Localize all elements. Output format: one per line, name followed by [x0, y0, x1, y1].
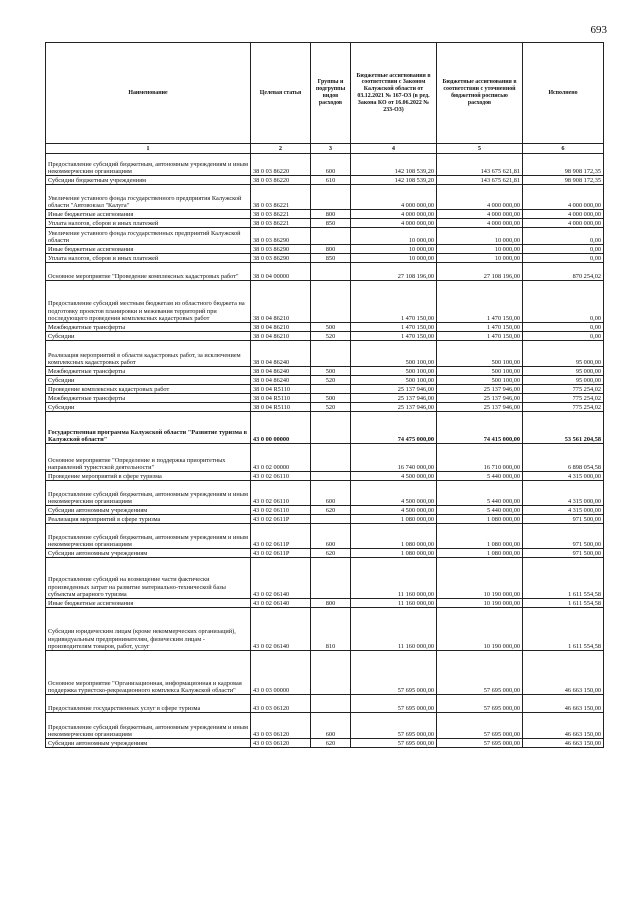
row-group-code — [311, 558, 351, 599]
table-body — [46, 154, 604, 748]
row-name: Предоставление субсидий на возмещение части фактически произведенных затрат на развитие материально-технической базы субъектам аграрного туризма — [46, 558, 251, 599]
row-name: Субсидии — [46, 332, 251, 341]
row-refined-amount: 1 080 000,00 — [437, 515, 523, 524]
row-group-code — [311, 444, 351, 472]
table-row — [46, 472, 604, 481]
row-executed-amount: 4 000 000,00 — [523, 210, 604, 219]
row-refined-amount: 1 470 150,00 — [437, 323, 523, 332]
row-law-amount: 11 160 000,00 — [351, 558, 437, 599]
table-row — [46, 210, 604, 219]
row-name: Предоставление субсидий бюджетным, автономным учреждениям и иным некоммерческим организациям — [46, 713, 251, 739]
table-row — [46, 185, 604, 210]
row-law-amount: 11 160 000,00 — [351, 608, 437, 651]
row-group-code — [311, 185, 351, 210]
row-name: Основное мероприятие "Проведение комплексных кадастровых работ" — [46, 263, 251, 281]
row-executed-amount: 46 663 150,00 — [523, 713, 604, 739]
col-header-target: Целевая статья — [251, 43, 311, 144]
row-group-code: 600 — [311, 713, 351, 739]
row-name: Субсидии автономным учреждениям — [46, 549, 251, 558]
row-refined-amount: 4 000 000,00 — [437, 210, 523, 219]
row-target-code: 43 0 02 0611P — [251, 524, 311, 549]
row-law-amount: 57 695 000,00 — [351, 739, 437, 748]
row-name: Субсидии — [46, 403, 251, 412]
row-group-code — [311, 515, 351, 524]
row-group-code: 800 — [311, 599, 351, 608]
row-law-amount: 57 695 000,00 — [351, 695, 437, 713]
row-name: Увеличение уставного фонда государственных предприятий Калужской области — [46, 228, 251, 245]
table-row — [46, 515, 604, 524]
row-executed-amount: 4 315 000,00 — [523, 472, 604, 481]
row-law-amount: 16 740 000,00 — [351, 444, 437, 472]
table-row — [46, 403, 604, 412]
row-executed-amount: 6 898 054,58 — [523, 444, 604, 472]
col-header-name: Наименование — [46, 43, 251, 144]
column-number: 6 — [523, 144, 604, 154]
row-name: Субсидии — [46, 376, 251, 385]
row-refined-amount: 1 470 150,00 — [437, 332, 523, 341]
column-number: 3 — [311, 144, 351, 154]
row-group-code — [311, 651, 351, 695]
row-law-amount: 4 000 000,00 — [351, 219, 437, 228]
row-name: Реализация мероприятий в сфере туризма — [46, 515, 251, 524]
row-target-code: 38 0 03 86220 — [251, 154, 311, 176]
row-group-code: 800 — [311, 245, 351, 254]
column-number: 4 — [351, 144, 437, 154]
row-target-code: 43 0 02 06140 — [251, 558, 311, 599]
row-refined-amount: 500 100,00 — [437, 367, 523, 376]
row-law-amount: 500 100,00 — [351, 376, 437, 385]
row-refined-amount: 10 190 000,00 — [437, 599, 523, 608]
row-refined-amount: 4 000 000,00 — [437, 219, 523, 228]
col-header-group: Группы и подгруппы видов расходов — [311, 43, 351, 144]
row-law-amount: 11 160 000,00 — [351, 599, 437, 608]
table-row — [46, 323, 604, 332]
table-row — [46, 506, 604, 515]
row-group-code — [311, 281, 351, 323]
row-law-amount: 500 100,00 — [351, 367, 437, 376]
table-row — [46, 385, 604, 394]
row-target-code: 38 0 03 86220 — [251, 176, 311, 185]
row-target-code: 38 0 03 86290 — [251, 228, 311, 245]
row-law-amount: 500 100,00 — [351, 341, 437, 367]
row-target-code: 38 0 03 86221 — [251, 219, 311, 228]
table-row — [46, 713, 604, 739]
row-target-code: 38 0 04 86240 — [251, 341, 311, 367]
row-executed-amount: 46 663 150,00 — [523, 739, 604, 748]
row-target-code: 43 0 00 00000 — [251, 412, 311, 444]
table-row — [46, 263, 604, 281]
table-row — [46, 412, 604, 444]
row-law-amount: 1 080 000,00 — [351, 515, 437, 524]
row-executed-amount: 1 611 554,58 — [523, 608, 604, 651]
row-law-amount: 25 137 946,00 — [351, 385, 437, 394]
col-header-executed: Исполнено — [523, 43, 604, 144]
row-law-amount: 10 000,00 — [351, 228, 437, 245]
row-refined-amount: 5 440 000,00 — [437, 472, 523, 481]
row-group-code — [311, 472, 351, 481]
row-group-code: 500 — [311, 394, 351, 403]
row-name: Предоставление государственных услуг в сфере туризма — [46, 695, 251, 713]
row-executed-amount: 0,00 — [523, 254, 604, 263]
row-law-amount: 1 470 150,00 — [351, 332, 437, 341]
row-law-amount: 1 470 150,00 — [351, 281, 437, 323]
row-target-code: 38 0 04 00000 — [251, 263, 311, 281]
row-refined-amount: 1 080 000,00 — [437, 549, 523, 558]
row-refined-amount: 500 100,00 — [437, 376, 523, 385]
col-header-refined: Бюджетные ассигнования в соответствии с уточненной бюджетной росписью расходов — [437, 43, 523, 144]
row-executed-amount: 95 000,00 — [523, 376, 604, 385]
table-row — [46, 332, 604, 341]
row-law-amount: 74 475 000,00 — [351, 412, 437, 444]
row-name: Субсидии автономным учреждениям — [46, 506, 251, 515]
row-executed-amount: 98 908 172,35 — [523, 176, 604, 185]
row-target-code: 38 0 04 86210 — [251, 323, 311, 332]
row-law-amount: 25 137 946,00 — [351, 394, 437, 403]
row-name: Предоставление субсидий бюджетным, автономным учреждениям и иным некоммерческим организациям — [46, 481, 251, 506]
row-executed-amount: 0,00 — [523, 332, 604, 341]
row-executed-amount: 775 254,02 — [523, 403, 604, 412]
row-law-amount: 57 695 000,00 — [351, 713, 437, 739]
row-law-amount: 4 500 000,00 — [351, 506, 437, 515]
row-target-code: 43 0 03 06120 — [251, 695, 311, 713]
row-refined-amount: 5 440 000,00 — [437, 481, 523, 506]
row-refined-amount: 10 000,00 — [437, 228, 523, 245]
row-target-code: 38 0 04 86210 — [251, 332, 311, 341]
row-group-code: 520 — [311, 403, 351, 412]
row-executed-amount: 4 315 000,00 — [523, 481, 604, 506]
row-law-amount: 4 500 000,00 — [351, 481, 437, 506]
row-target-code: 43 0 02 06140 — [251, 608, 311, 651]
table-row — [46, 228, 604, 245]
row-group-code: 850 — [311, 254, 351, 263]
row-refined-amount: 10 190 000,00 — [437, 558, 523, 599]
table-row — [46, 599, 604, 608]
table-row — [46, 367, 604, 376]
row-law-amount: 10 000,00 — [351, 254, 437, 263]
row-target-code: 38 0 04 86240 — [251, 367, 311, 376]
row-name: Предоставление субсидий бюджетным, автономным учреждениям и иным некоммерческим организациям — [46, 154, 251, 176]
row-target-code: 38 0 03 86221 — [251, 210, 311, 219]
row-group-code: 600 — [311, 481, 351, 506]
row-target-code: 38 0 03 86221 — [251, 185, 311, 210]
row-group-code: 620 — [311, 506, 351, 515]
page-number: 693 — [590, 24, 607, 36]
table-row — [46, 254, 604, 263]
row-law-amount: 10 000,00 — [351, 245, 437, 254]
row-law-amount: 1 470 150,00 — [351, 323, 437, 332]
row-executed-amount: 0,00 — [523, 281, 604, 323]
row-name: Реализация мероприятий в области кадастровых работ, за исключением комплексных кадастровых работ — [46, 341, 251, 367]
row-refined-amount: 74 415 000,00 — [437, 412, 523, 444]
row-group-code — [311, 385, 351, 394]
row-target-code: 43 0 02 0611P — [251, 549, 311, 558]
row-refined-amount: 10 000,00 — [437, 245, 523, 254]
row-executed-amount: 53 561 204,58 — [523, 412, 604, 444]
row-group-code — [311, 341, 351, 367]
row-name: Субсидии бюджетным учреждениям — [46, 176, 251, 185]
row-law-amount: 4 000 000,00 — [351, 185, 437, 210]
row-group-code: 520 — [311, 332, 351, 341]
row-group-code — [311, 263, 351, 281]
row-refined-amount: 57 695 000,00 — [437, 739, 523, 748]
row-group-code: 520 — [311, 376, 351, 385]
row-target-code: 38 0 04 R5110 — [251, 403, 311, 412]
row-group-code: 500 — [311, 367, 351, 376]
row-refined-amount: 57 695 000,00 — [437, 695, 523, 713]
row-target-code: 43 0 02 0611P — [251, 515, 311, 524]
row-refined-amount: 27 108 196,00 — [437, 263, 523, 281]
row-target-code: 43 0 03 06120 — [251, 713, 311, 739]
row-executed-amount: 1 611 554,58 — [523, 558, 604, 599]
row-group-code — [311, 412, 351, 444]
row-executed-amount: 775 254,02 — [523, 394, 604, 403]
row-executed-amount: 95 000,00 — [523, 367, 604, 376]
row-executed-amount: 0,00 — [523, 323, 604, 332]
table-row — [46, 376, 604, 385]
row-name: Межбюджетные трансферты — [46, 323, 251, 332]
row-executed-amount: 971 500,00 — [523, 524, 604, 549]
row-refined-amount: 1 080 000,00 — [437, 524, 523, 549]
row-law-amount: 4 500 000,00 — [351, 472, 437, 481]
row-refined-amount: 5 440 000,00 — [437, 506, 523, 515]
row-refined-amount: 16 710 000,00 — [437, 444, 523, 472]
row-name: Уплата налогов, сборов и иных платежей — [46, 219, 251, 228]
table-row — [46, 394, 604, 403]
column-number: 2 — [251, 144, 311, 154]
row-name: Основное мероприятие "Определение и поддержка приоритетных направлений туристской деятельности" — [46, 444, 251, 472]
table-row — [46, 651, 604, 695]
row-executed-amount: 971 500,00 — [523, 549, 604, 558]
row-target-code: 38 0 03 86290 — [251, 254, 311, 263]
row-law-amount: 4 000 000,00 — [351, 210, 437, 219]
row-name: Проведение мероприятий в сфере туризма — [46, 472, 251, 481]
row-executed-amount: 0,00 — [523, 245, 604, 254]
row-target-code: 38 0 04 86210 — [251, 281, 311, 323]
row-name: Основное мероприятие "Организационная, информационная и кадровая поддержка туристско-рекреационного комплекса Калужской области" — [46, 651, 251, 695]
row-executed-amount: 98 908 172,35 — [523, 154, 604, 176]
row-refined-amount: 143 675 621,81 — [437, 154, 523, 176]
table-row — [46, 739, 604, 748]
row-name: Иные бюджетные ассигнования — [46, 245, 251, 254]
row-law-amount: 57 695 000,00 — [351, 651, 437, 695]
row-group-code: 620 — [311, 739, 351, 748]
row-name: Межбюджетные трансферты — [46, 367, 251, 376]
table-row — [46, 245, 604, 254]
row-law-amount: 142 108 539,20 — [351, 176, 437, 185]
row-refined-amount: 57 695 000,00 — [437, 713, 523, 739]
row-refined-amount: 10 190 000,00 — [437, 608, 523, 651]
row-executed-amount: 0,00 — [523, 228, 604, 245]
row-executed-amount: 95 000,00 — [523, 341, 604, 367]
table-row — [46, 695, 604, 713]
table-row — [46, 281, 604, 323]
table-row — [46, 549, 604, 558]
row-name: Проведение комплексных кадастровых работ — [46, 385, 251, 394]
column-number: 5 — [437, 144, 523, 154]
table-row — [46, 524, 604, 549]
row-target-code: 38 0 03 86290 — [251, 245, 311, 254]
row-refined-amount: 500 100,00 — [437, 341, 523, 367]
row-target-code: 38 0 04 86240 — [251, 376, 311, 385]
row-name: Увеличение уставного фонда государственного предприятия Калужской области "Автовокзал "Калуга" — [46, 185, 251, 210]
row-executed-amount: 4 000 000,00 — [523, 185, 604, 210]
row-name: Иные бюджетные ассигнования — [46, 210, 251, 219]
row-refined-amount: 25 137 946,00 — [437, 394, 523, 403]
row-executed-amount: 4 000 000,00 — [523, 219, 604, 228]
col-header-law: Бюджетные ассигнования в соответствии с Законом Калужской области от 03.12.2021 № 167-ОЗ (в ред. Закона КО от 16.06.2022 № 233-ОЗ) — [351, 43, 437, 144]
row-target-code: 43 0 03 06120 — [251, 739, 311, 748]
row-group-code: 620 — [311, 549, 351, 558]
row-target-code: 43 0 02 06110 — [251, 472, 311, 481]
row-executed-amount: 46 663 150,00 — [523, 651, 604, 695]
row-target-code: 38 0 04 R5110 — [251, 385, 311, 394]
table-header-row — [46, 43, 604, 144]
row-name: Субсидии юридическим лицам (кроме некоммерческих организаций), индивидуальным предпринимателям, физическим лицам - производителям товаров, работ, услуг — [46, 608, 251, 651]
row-law-amount: 142 108 539,20 — [351, 154, 437, 176]
row-law-amount: 27 108 196,00 — [351, 263, 437, 281]
row-group-code: 810 — [311, 608, 351, 651]
row-refined-amount: 4 000 000,00 — [437, 185, 523, 210]
row-refined-amount: 10 000,00 — [437, 254, 523, 263]
row-refined-amount: 25 137 946,00 — [437, 385, 523, 394]
row-law-amount: 1 080 000,00 — [351, 549, 437, 558]
table-row — [46, 219, 604, 228]
row-refined-amount: 25 137 946,00 — [437, 403, 523, 412]
row-name: Предоставление субсидий бюджетным, автономным учреждениям и иным некоммерческим организациям — [46, 524, 251, 549]
row-target-code: 43 0 02 06140 — [251, 599, 311, 608]
row-group-code: 600 — [311, 154, 351, 176]
row-name: Предоставление субсидий местным бюджетам из областного бюджета на подготовку проектов планировки и межевания территорий при последующего проведения комплексных кадастровых работ — [46, 281, 251, 323]
row-name: Иные бюджетные ассигнования — [46, 599, 251, 608]
row-refined-amount: 57 695 000,00 — [437, 651, 523, 695]
row-name: Субсидии автономным учреждениям — [46, 739, 251, 748]
row-law-amount: 25 137 946,00 — [351, 403, 437, 412]
row-group-code: 800 — [311, 210, 351, 219]
budget-table — [45, 42, 604, 748]
row-name: Межбюджетные трансферты — [46, 394, 251, 403]
row-group-code — [311, 228, 351, 245]
row-executed-amount: 46 663 150,00 — [523, 695, 604, 713]
column-numbers-row — [46, 144, 604, 154]
row-name: Государственная программа Калужской области "Развитие туризма в Калужской области" — [46, 412, 251, 444]
row-group-code: 600 — [311, 524, 351, 549]
row-group-code — [311, 695, 351, 713]
row-group-code: 500 — [311, 323, 351, 332]
row-group-code: 610 — [311, 176, 351, 185]
row-law-amount: 1 080 000,00 — [351, 524, 437, 549]
table-row — [46, 341, 604, 367]
row-executed-amount: 4 315 000,00 — [523, 506, 604, 515]
table-row — [46, 558, 604, 599]
row-executed-amount: 870 254,02 — [523, 263, 604, 281]
row-executed-amount: 971 500,00 — [523, 515, 604, 524]
row-target-code: 38 0 04 R5110 — [251, 394, 311, 403]
table-row — [46, 481, 604, 506]
table-row — [46, 176, 604, 185]
row-target-code: 43 0 02 00000 — [251, 444, 311, 472]
row-refined-amount: 143 675 621,81 — [437, 176, 523, 185]
table-row — [46, 444, 604, 472]
column-number: 1 — [46, 144, 251, 154]
row-group-code: 850 — [311, 219, 351, 228]
row-executed-amount: 1 611 554,58 — [523, 599, 604, 608]
row-target-code: 43 0 02 06110 — [251, 506, 311, 515]
table-row — [46, 608, 604, 651]
row-refined-amount: 1 470 150,00 — [437, 281, 523, 323]
row-name: Уплата налогов, сборов и иных платежей — [46, 254, 251, 263]
row-executed-amount: 775 254,02 — [523, 385, 604, 394]
table-row — [46, 154, 604, 176]
row-target-code: 43 0 02 06110 — [251, 481, 311, 506]
row-target-code: 43 0 03 00000 — [251, 651, 311, 695]
